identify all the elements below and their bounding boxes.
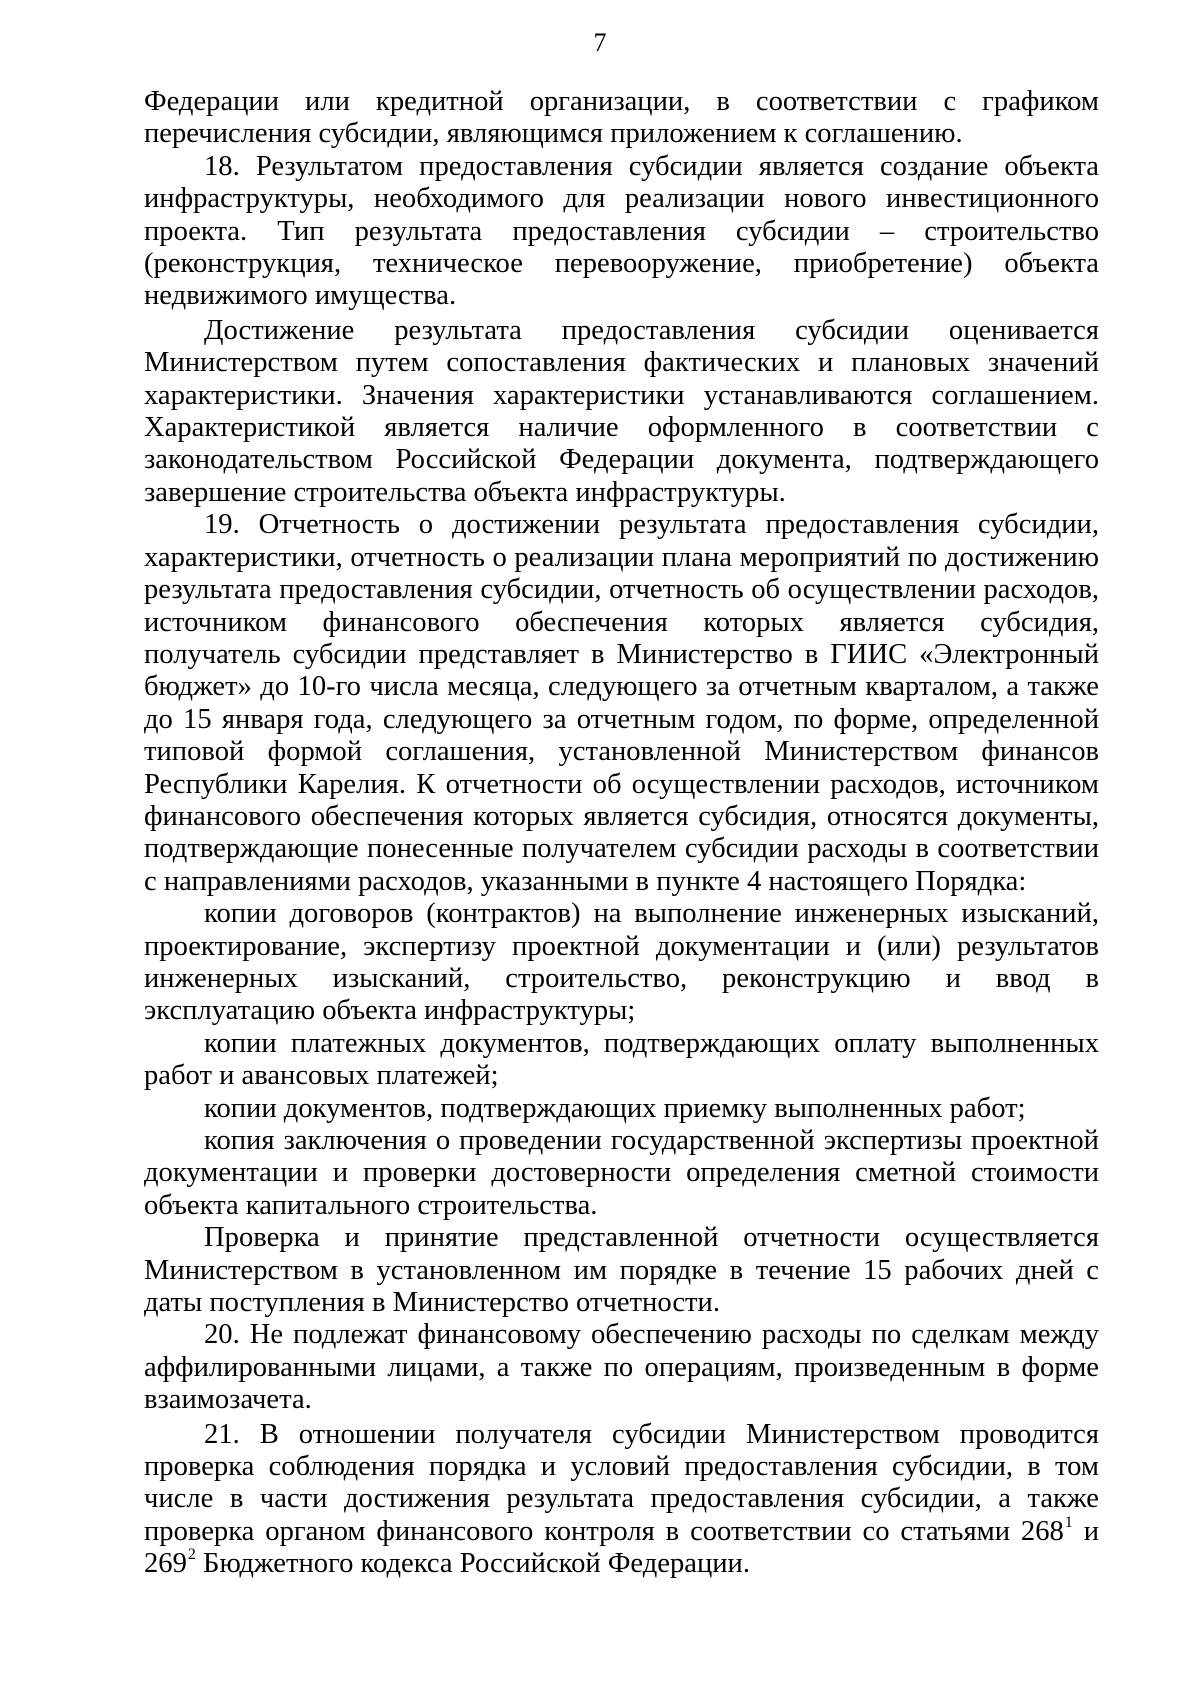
document-body: [144, 86, 1099, 1581]
paragraph-21-text-a: 21. В отношении получателя субсидии Министерством проводится проверка соблюдения порядка и условий предоставления субсидии, в том числе в части достижения результата предоставления субсидии, а также проверка органом финансового контроля в соответствии со статьями 268: [144, 1418, 1099, 1547]
superscript-2: 2: [187, 1546, 196, 1564]
paragraph-19: 19. Отчетность о достижении результата предоставления субсидии, характеристики, отчетность о реализации плана мероприятий по достижению результата предоставления субсидии, отчетность об осуществлении расходов, источником финансового обеспечения которых является субсидия, получатель субсидии представляет в Министерство в ГИИС «Электронный бюджет» до 10-го числа месяца, следующего за отчетным кварталом, а также до 15 января года, следующего за отчетным годом, по форме, определенной типовой формой соглашения, установленной Министерством финансов Республики Карелия. К отчетности об осуществлении расходов, источником финансового обеспечения которых является субсидия, относятся документы, подтверждающие понесенные получателем субсидии расходы в соответствии с направлениями расходов, указанными в пункте 4 настоящего Порядка:: [144, 509, 1099, 897]
list-item-contracts: копии договоров (контрактов) на выполнение инженерных изысканий, проектирование, экспертизу проектной документации и (или) результатов инженерных изысканий, строительство, реконструкцию и ввод в эксплуатацию объекта инфраструктуры;: [144, 898, 1099, 1027]
page-number: 7: [593, 28, 607, 57]
paragraph-18: 18. Результатом предоставления субсидии является создание объекта инфраструктуры, необходимого для реализации нового инвестиционного проекта. Тип результата предоставления субсидии – строительство (реконструкция, техническое перевооружение, приобретение) объекта недвижимого имущества.: [144, 150, 1099, 312]
paragraph-20: 20. Не подлежат финансовому обеспечению расходы по сделкам между аффилированными лицами, а также по операциям, произведенным в форме взаимозачета.: [144, 1319, 1099, 1416]
list-item-acceptance: копии документов, подтверждающих приемку выполненных работ;: [204, 1092, 1026, 1124]
paragraph-verification: Проверка и принятие представленной отчетности осуществляется Министерством в установленном им порядке в течение 15 рабочих дней с даты поступления в Министерство отчетности.: [144, 1222, 1099, 1319]
paragraph-21-text-b: и 269: [144, 1515, 1099, 1580]
paragraph-21: [144, 1419, 1099, 1581]
paragraph-result-assessment: Достижение результата предоставления субсидии оценивается Министерством путем сопоставления фактических и плановых значений характеристики. Значения характеристики устанавливаются соглашением. Характеристикой является наличие оформленного в соответствии с законодательством Российской Федерации документа, подтверждающего завершение строительства объекта инфраструктуры.: [144, 314, 1099, 508]
paragraph-21-text-c: Бюджетного кодекса Российской Федерации.: [195, 1548, 751, 1580]
list-item-payments: копии платежных документов, подтверждающих оплату выполненных работ и авансовых платежей;: [144, 1027, 1099, 1092]
superscript-1: 1: [1064, 1513, 1073, 1531]
list-item-expertise: копия заключения о проведении государственной экспертизы проектной документации и проверки достоверности определения сметной стоимости объекта капитального строительства.: [144, 1125, 1099, 1221]
paragraph-continuation: Федерации или кредитной организации, в соответствии с графиком перечисления субсидии, являющимся приложением к соглашению.: [144, 86, 1099, 150]
